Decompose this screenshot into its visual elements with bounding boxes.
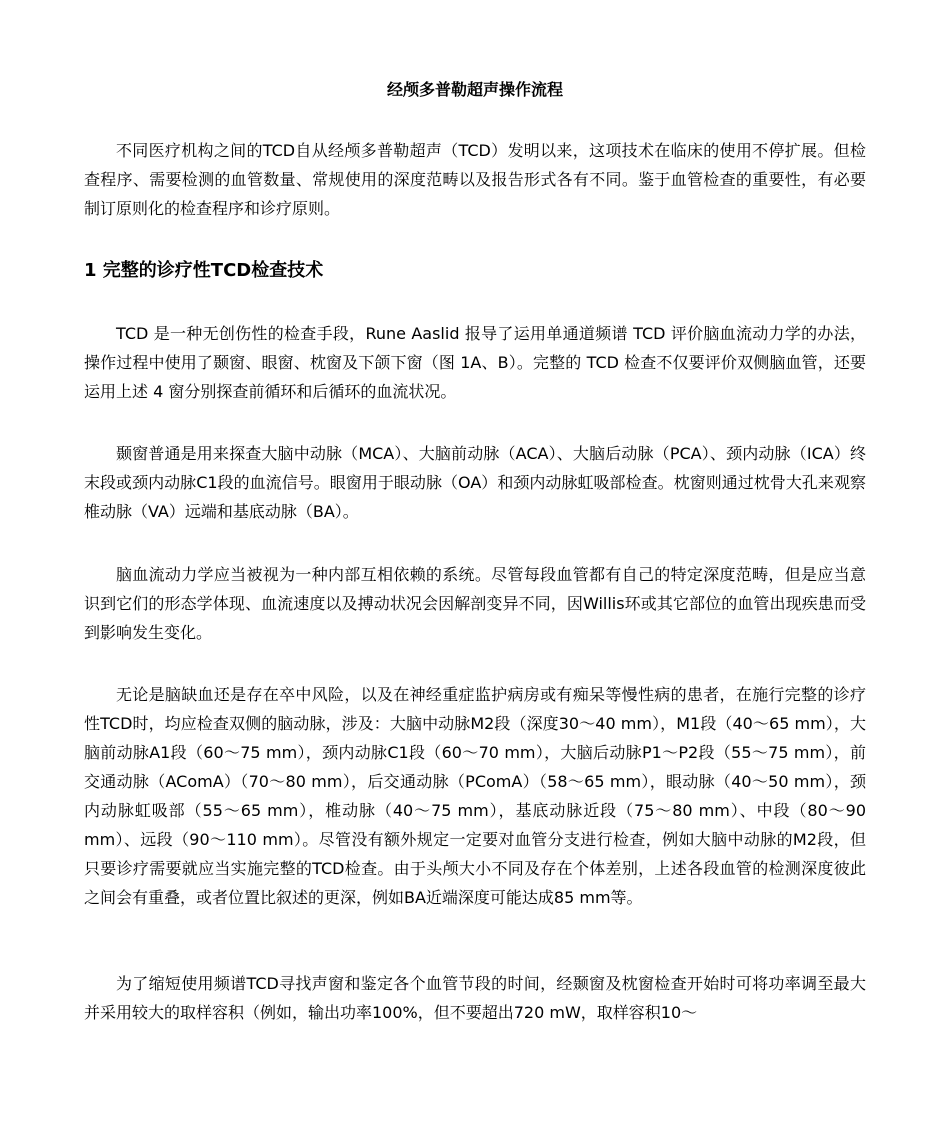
section-heading: 1 完整的诊疗性TCD检查技术 bbox=[84, 260, 324, 281]
intro-paragraph: 不同医疗机构之间的TCD自从经颅多普勒超声（TCD）发明以来，这项技术在临床的使用不停扩展。但检查程序、需要检测的血管数量、常规使用的深度范畴以及报告形式各有不同。鉴于血管检查的重要性，有必要制订原则化的检查程序和诊疗原则。 bbox=[84, 141, 866, 218]
document-title: 经颅多普勒超声操作流程 bbox=[386, 80, 563, 99]
body-paragraph: 颞窗普通是用来探查大脑中动脉（MCA）、大脑前动脉（ACA）、大脑后动脉（PCA）、颈内动脉（ICA）终末段或颈内动脉C1段的血流信号。眼窗用于眼动脉（OA）和颈内动脉虹吸部检查。枕窗则通过枕骨大孔来观察椎动脉（VA）远端和基底动脉（BA）。 bbox=[84, 444, 866, 521]
body-paragraph: 脑血流动力学应当被视为一种内部互相依赖的系统。尽管每段血管都有自己的特定深度范畴，但是应当意识到它们的形态学体现、血流速度以及搏动状况会因解剖变异不同，因Willis环或其它部位的血管出现疾患而受到影响发生变化。 bbox=[84, 565, 866, 642]
body-paragraph: 为了缩短使用频谱TCD寻找声窗和鉴定各个血管节段的时间，经颞窗及枕窗检查开始时可将功率调至最大并采用较大的取样容积（例如，输出功率100%，但不要超出720 mW，取样容积10～ bbox=[84, 974, 866, 1022]
body-paragraph: 无论是脑缺血还是存在卒中风险，以及在神经重症监护病房或有痴呆等慢性病的患者，在施行完整的诊疗性TCD时，均应检查双侧的脑动脉，涉及：大脑中动脉M2段（深度30～40 mm），M1段（40～65 mm），大脑前动脉A1段（60～75 mm），颈内动脉C1段（60～70 mm），大脑后动脉P1～P2段（55～75 mm），前交通动脉（AComA）（70～80 mm），后交通动脉（PComA）（58～65 mm），眼动脉（40～50 mm），颈内动脉虹吸部（55～65 mm），椎动脉（40～75 mm），基底动脉近段（75～80 mm）、中段（80～90 mm）、远段（90～110 mm）。尽管没有额外规定一定要对血管分支进行检查，例如大脑中动脉的M2段，但只要诊疗需要就应当实施完整的TCD检查。由于头颅大小不同及存在个体差别，上述各段血管的检测深度彼此之间会有重叠，或者位置比叙述的更深，例如BA近端深度可能达成85 mm等。 bbox=[84, 685, 866, 907]
body-paragraph: TCD 是一种无创伤性的检查手段，Rune Aaslid 报导了运用单通道频谱 TCD 评价脑血流动力学的办法，操作过程中使用了颞窗、眼窗、枕窗及下颌下窗（图 1A、B）。完整的 TCD 检查不仅要评价双侧脑血管，还要运用上述 4 窗分别探查前循环和后循环的血流状况。 bbox=[84, 324, 866, 401]
